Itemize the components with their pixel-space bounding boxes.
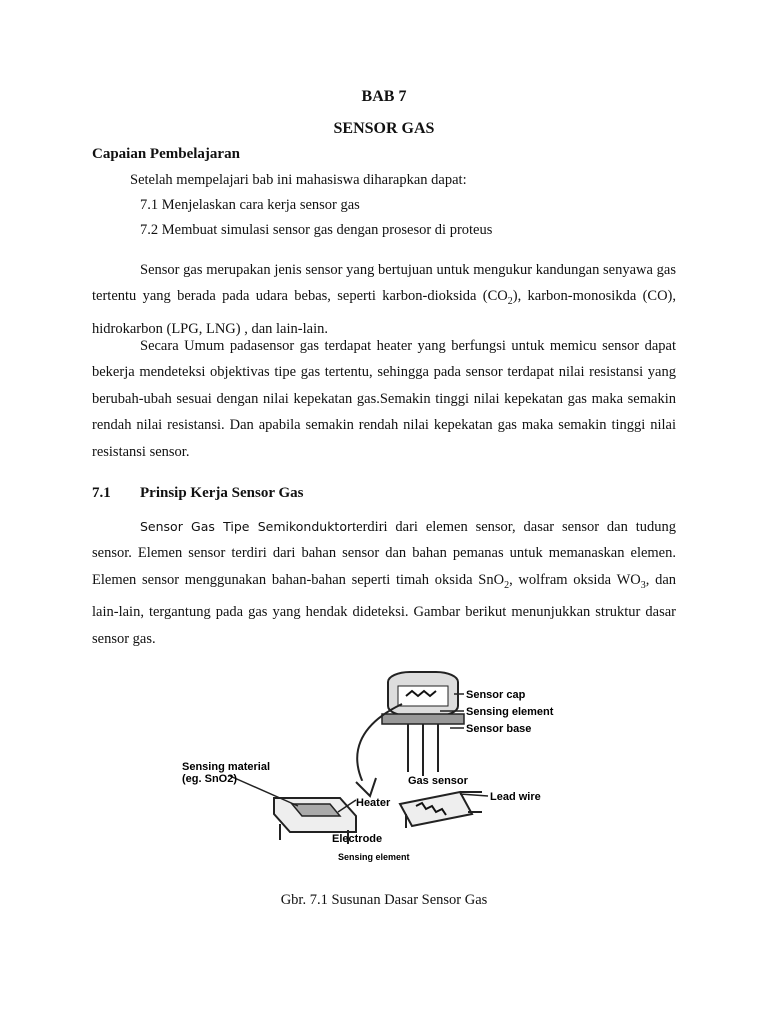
label-sensing-element: Sensing element	[466, 706, 554, 718]
label-bottom-sensing-element: Sensing element	[338, 852, 410, 862]
objective-1: 7.1 Menjelaskan cara kerja sensor gas	[140, 197, 360, 213]
label-electrode: Electrode	[332, 833, 383, 845]
label-sno2: (eg. SnO2)	[182, 773, 238, 785]
label-heater: Heater	[356, 797, 391, 809]
section-title: Prinsip Kerja Sensor Gas	[140, 485, 304, 501]
paragraph-3: Sensor Gas Tipe Semikonduktorterdiri dari elemen sensor, dasar sensor dan tudung sensor. Elemen sensor terdiri dari bahan sensor dan bahan pemanas untuk memanaskan elemen. Elemen sensor menggunakan bahan-bahan seperti timah oksida SnO$_2$, wolfram oksida $WO_3$, dan lain-lain, tergantung pada gas yang hendak dideteksi. Gambar berikut menunjukkan struktur dasar sensor gas.	[92, 519, 677, 647]
label-sensor-base: Sensor base	[466, 723, 532, 735]
capaian-heading: Capaian Pembelajaran	[92, 146, 240, 162]
chapter-number: BAB 7	[361, 88, 407, 105]
section-number: 7.1	[92, 485, 111, 501]
heater-assembly	[400, 792, 482, 828]
figure-caption: Gbr. 7.1 Susunan Dasar Sensor Gas	[280, 892, 488, 908]
objective-2: 7.2 Membuat simulasi sensor gas dengan prosesor di proteus	[140, 222, 493, 238]
intro-text: Setelah mempelajari bab ini mahasiswa diharapkan dapat:	[130, 172, 467, 188]
sensor-can	[382, 672, 464, 776]
gas-sensor-diagram	[170, 664, 590, 874]
label-sensing-material: Sensing material	[182, 761, 271, 773]
chapter-title: SENSOR GAS	[333, 120, 435, 137]
paragraph-2: Secara Umum padasensor gas terdapat heater yang berfungsi untuk memicu sensor dapat bekerja mendeteksi objektivas tipe gas tertentu, sehingga pada sensor terdapat nilai resistansi yang berubah-ubah sesuai dengan nilai kepekatan gas.Semakin tinggi nilai kepekatan gas maka semakin rendah nilai resistansi. Dan apabila semakin rendah nilai kepekatan gas maka semakin tinggi nilai resistansi sensor.	[92, 338, 676, 460]
label-lead-wire: Lead wire	[490, 791, 541, 803]
label-sensor-cap: Sensor cap	[466, 689, 526, 701]
label-gas-sensor: Gas sensor	[408, 775, 468, 787]
paragraph-1: Sensor gas merupakan jenis sensor yang bertujuan untuk mengukur kandungan senyawa gas tertentu yang berada pada udara bebas, seperti karbon-dioksida $(CO_2)$, karbon-monosikda (CO), hidrokarbon (LPG, LNG) , dan lain-lain.	[92, 262, 677, 337]
